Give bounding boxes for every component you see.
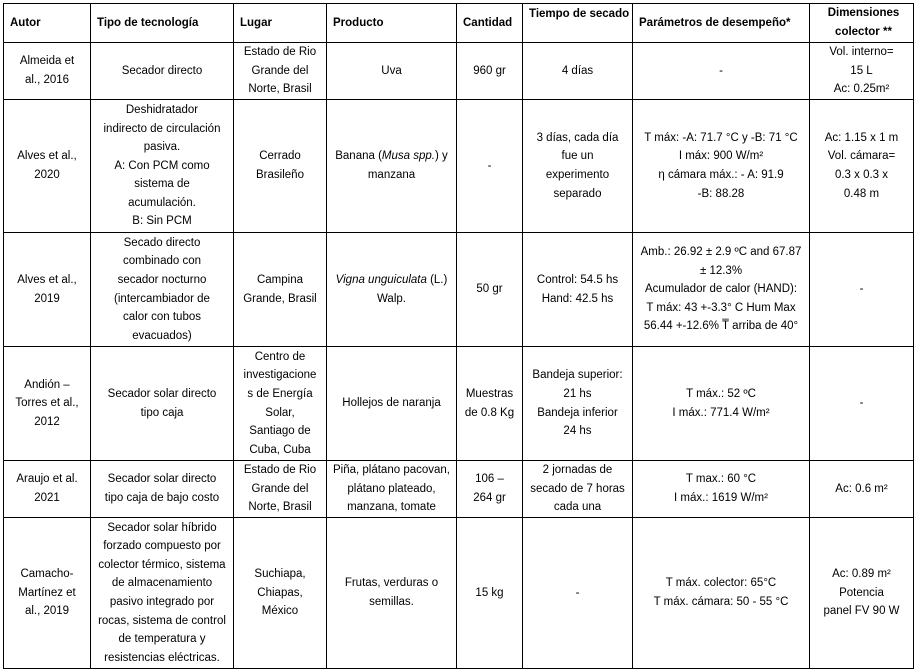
table-row — [4, 100, 914, 233]
cell-lugar: Estado de Rio Grande del Norte, Brasil — [234, 461, 327, 518]
header-lugar: Lugar — [234, 4, 327, 43]
cell-autor: Camacho- Martínez et al., 2019 — [4, 518, 91, 669]
cell-autor: Alves et al., 2019 — [4, 233, 91, 347]
cell-autor: Araujo et al. 2021 — [4, 461, 91, 518]
cell-tiempo: - — [523, 518, 633, 669]
cell-tipo: Secado directo combinado con secador nocturno (intercambiador de calor con tubos evacuados) — [91, 233, 234, 347]
cell-parametros: T máx: -A: 71.7 °C y -B: 71 °C I máx: 900 W/m² η cámara máx.: - A: 91.9 -B: 88.28 — [633, 100, 810, 233]
cell-tipo: Secador directo — [91, 43, 234, 100]
cell-tiempo: Bandeja superior: 21 hs Bandeja inferior 24 hs — [523, 347, 633, 461]
cell-producto: Piña, plátano pacovan, plátano plateado, manzana, tomate — [327, 461, 457, 518]
cell-tiempo: Control: 54.5 hs Hand: 42.5 hs — [523, 233, 633, 347]
cell-producto: Vigna unguiculata (L.) Walp. — [327, 233, 457, 347]
cell-parametros: T máx. colector: 65°C T máx. cámara: 50 - 55 °C — [633, 518, 810, 669]
cell-dimensiones: Vol. interno= 15 L Ac: 0.25m² — [810, 43, 914, 100]
header-producto: Producto — [327, 4, 457, 43]
cell-lugar: Campina Grande, Brasil — [234, 233, 327, 347]
cell-cantidad: 15 kg — [457, 518, 523, 669]
header-row — [4, 4, 914, 43]
cell-producto: Uva — [327, 43, 457, 100]
cell-cantidad: 960 gr — [457, 43, 523, 100]
header-cantidad: Cantidad — [457, 4, 523, 43]
cell-parametros: - — [633, 43, 810, 100]
cell-autor: Andión – Torres et al., 2012 — [4, 347, 91, 461]
cell-tipo: Deshidratador indirecto de circulación pasiva. A: Con PCM como sistema de acumulación. B: Sin PCM — [91, 100, 234, 233]
cell-dimensiones: Ac: 0.6 m² — [810, 461, 914, 518]
cell-parametros: T max.: 60 °C I máx.: 1619 W/m² — [633, 461, 810, 518]
cell-cantidad: - — [457, 100, 523, 233]
header-parametros: Parámetros de desempeño* — [633, 4, 810, 43]
cell-cantidad: 50 gr — [457, 233, 523, 347]
cell-cantidad: Muestras de 0.8 Kg — [457, 347, 523, 461]
cell-tiempo: 2 jornadas de secado de 7 horas cada una — [523, 461, 633, 518]
header-dimensiones: Dimensiones colector ** — [810, 4, 914, 43]
table-row — [4, 43, 914, 100]
cell-producto: Frutas, verduras o semillas. — [327, 518, 457, 669]
header-tiempo: Tiempo de secado — [523, 4, 633, 43]
cell-autor: Almeida et al., 2016 — [4, 43, 91, 100]
cell-lugar: Centro de investigacione s de Energía Solar, Santiago de Cuba, Cuba — [234, 347, 327, 461]
cell-cantidad: 106 – 264 gr — [457, 461, 523, 518]
cell-autor: Alves et al., 2020 — [4, 100, 91, 233]
cell-lugar: Cerrado Brasileño — [234, 100, 327, 233]
comparison-table — [3, 3, 914, 669]
cell-producto: Hollejos de naranja — [327, 347, 457, 461]
cell-dimensiones: Ac: 1.15 x 1 m Vol. cámara= 0.3 x 0.3 x 0.48 m — [810, 100, 914, 233]
cell-dimensiones: Ac: 0.89 m² Potencia panel FV 90 W — [810, 518, 914, 669]
header-autor: Autor — [4, 4, 91, 43]
table-row — [4, 518, 914, 669]
cell-parametros: Amb.: 26.92 ± 2.9 ºC and 67.87 ± 12.3% Acumulador de calor (HAND): T máx: 43 +-3.3° C Hum Max 56.44 +-12.6% T̅ arriba de 40° — [633, 233, 810, 347]
cell-tiempo: 4 días — [523, 43, 633, 100]
cell-tipo: Secador solar directo tipo caja — [91, 347, 234, 461]
cell-lugar: Suchiapa, Chiapas, México — [234, 518, 327, 669]
table-row — [4, 347, 914, 461]
cell-dimensiones: - — [810, 233, 914, 347]
cell-tiempo: 3 días, cada día fue un experimento separado — [523, 100, 633, 233]
cell-producto: Banana (Musa spp.) y manzana — [327, 100, 457, 233]
cell-lugar: Estado de Rio Grande del Norte, Brasil — [234, 43, 327, 100]
table-row — [4, 233, 914, 347]
cell-dimensiones: - — [810, 347, 914, 461]
table-row — [4, 461, 914, 518]
header-tipo: Tipo de tecnología — [91, 4, 234, 43]
cell-tipo: Secador solar híbrido forzado compuesto por colector térmico, sistema de almacenamiento pasivo integrado por rocas, sistema de control de temperatura y resistencias eléctricas. — [91, 518, 234, 669]
cell-parametros: T máx.: 52 ºC I máx.: 771.4 W/m² — [633, 347, 810, 461]
cell-tipo: Secador solar directo tipo caja de bajo costo — [91, 461, 234, 518]
